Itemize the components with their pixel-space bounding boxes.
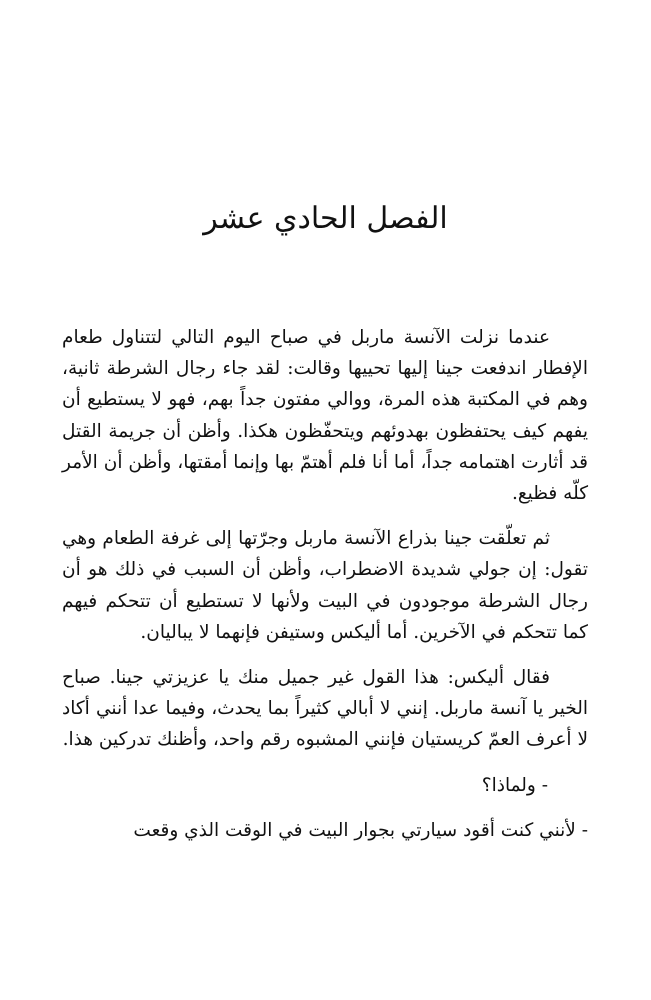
chapter-title: الفصل الحادي عشر bbox=[203, 201, 448, 236]
dialogue-line: - لأنني كنت أقود سيارتي بجوار البيت في الوقت الذي وقعت bbox=[133, 819, 588, 841]
dialogue-line: - ولماذا؟ bbox=[481, 774, 548, 796]
chapter-body bbox=[62, 322, 588, 860]
paragraph: فقال أليكس: هذا القول غير جميل منك يا عزيزتي جينا. صباح الخير يا آنسة ماربل. إنني لا أبالي كثيراً بما يحدث، وفيما عدا أنني أكاد لا أعرف العمّ كريستيان فإنني المشبوه رقم واحد، وأظنك تدركين هذا. bbox=[62, 667, 588, 751]
paragraph: عندما نزلت الآنسة ماربل في صباح اليوم التالي لتتناول طعام الإفطار اندفعت جينا إليها تحييها وقالت: لقد جاء رجال الشرطة ثانية، وهم في المكتبة هذه المرة، ووالي مفتون جداً بهم، فهو لا يستطيع أن يفهم كيف يحتفظون بهدوئهم ويتحفّظون هكذا. وأظن أن جريمة القتل قد أثارت اهتمامه جداً، أما أنا فلم أهتمّ بها وإنما أمقتها، وأظن أن الأمر كلّه فظيع. bbox=[62, 327, 588, 505]
paragraph: ثم تعلّقت جينا بذراع الآنسة ماربل وجرّتها إلى غرفة الطعام وهي تقول: إن جولي شديدة الاضطراب، وأظن أن السبب في ذلك هو أن رجال الشرطة موجودون في البيت ولأنها لا تستطيع أن تتحكم فيهم كما تتحكم في الآخرين. أما أليكس وستيفن فإنهما لا يباليان. bbox=[62, 528, 588, 643]
